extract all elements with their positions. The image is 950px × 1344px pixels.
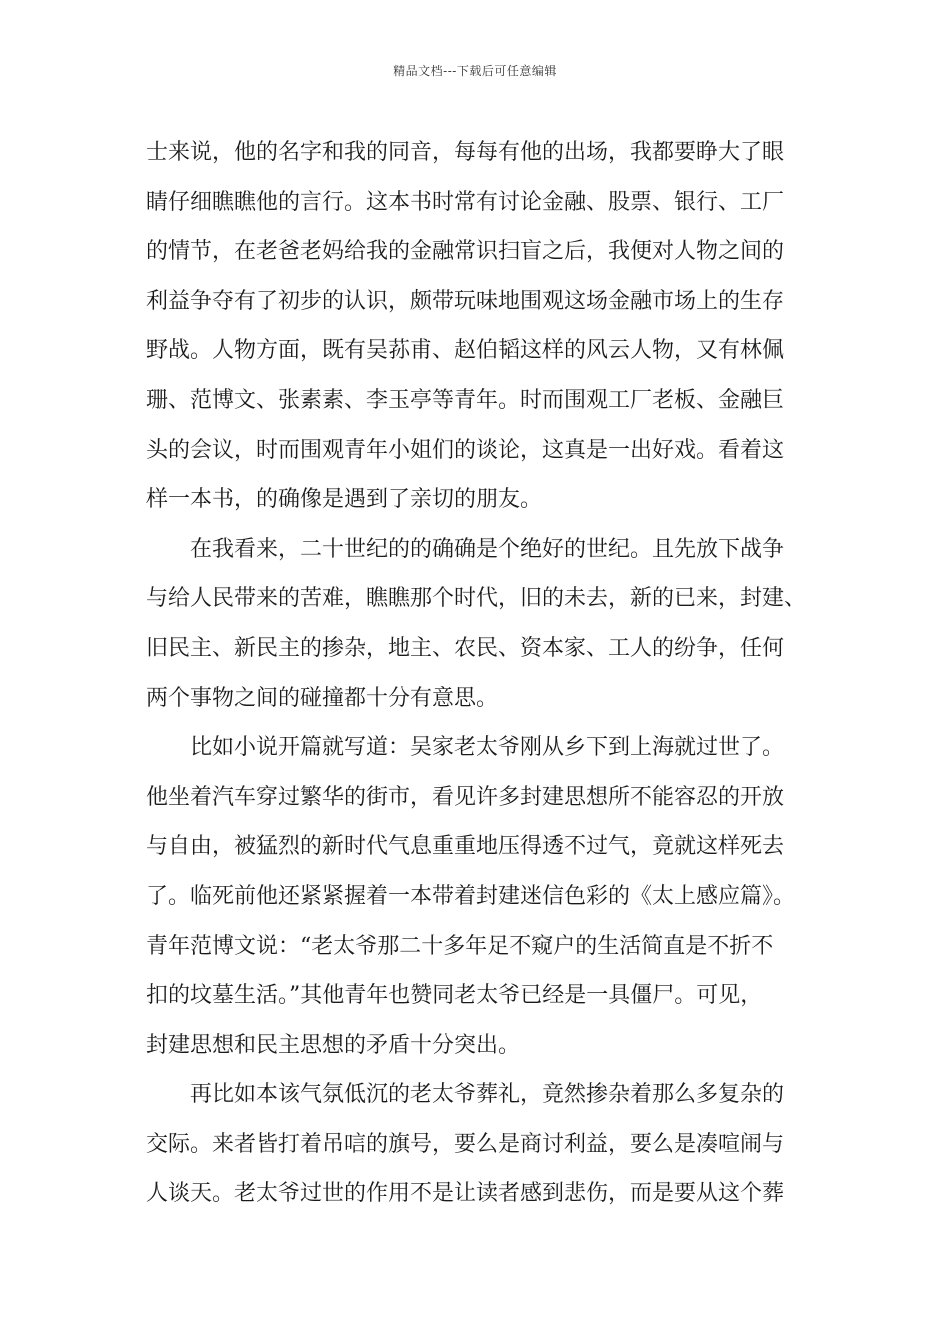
text-line: 野战。人物方面，既有吴荪甫、赵伯韬这样的风云人物，又有林佩 xyxy=(146,338,785,364)
text-line: 两个事物之间的碰撞都十分有意思。 xyxy=(146,685,499,711)
text-line: 与给人民带来的苦难，瞧瞧那个时代，旧的未去，新的已来，封建、 xyxy=(146,586,807,612)
paragraph-4 xyxy=(146,1070,814,1219)
text-line: 青年范博文说：“老太爷那二十多年足不窥户的生活简直是不折不 xyxy=(146,933,774,959)
text-line: 交际。来者皆打着吊唁的旗号，要么是商讨利益，要么是凑喧闹与 xyxy=(146,1131,785,1157)
text-line: 封建思想和民主思想的矛盾十分突出。 xyxy=(146,1032,521,1058)
text-line: 他坐着汽车穿过繁华的街市，看见许多封建思想所不能容忍的开放 xyxy=(146,784,785,810)
text-line: 了。临死前他还紧紧握着一本带着封建迷信色彩的《太上感应篇》。 xyxy=(146,883,796,909)
text-line: 士来说，他的名字和我的同音，每每有他的出场，我都要睁大了眼 xyxy=(146,140,785,165)
paragraph-3 xyxy=(146,723,814,1070)
text-line: 珊、范博文、张素素、李玉亭等青年。时而围观工厂老板、金融巨 xyxy=(146,387,785,413)
text-line: 的情节，在老爸老妈给我的金融常识扫盲之后，我便对人物之间的 xyxy=(146,239,785,265)
paragraph-1 xyxy=(146,128,814,525)
text-line: 再比如本该气氛低沉的老太爷葬礼，竟然掺杂着那么多复杂的 xyxy=(190,1082,785,1108)
text-line: 比如小说开篇就写道：吴家老太爷刚从乡下到上海就过世了。 xyxy=(190,735,785,761)
text-line: 在我看来，二十世纪的的确确是个绝好的世纪。且先放下战争 xyxy=(190,536,785,562)
document-body xyxy=(146,128,814,1219)
text-line: 利益争夺有了初步的认识，颇带玩味地围观这场金融市场上的生存 xyxy=(146,288,785,314)
text-line: 睛仔细瞧瞧他的言行。这本书时常有讨论金融、股票、银行、工厂 xyxy=(146,189,785,215)
text-line: 头的会议，时而围观青年小姐们的谈论，这真是一出好戏。看着这 xyxy=(146,437,785,463)
page-header: 精品文档---下载后可任意编辑 xyxy=(393,64,557,78)
text-line: 样一本书，的确像是遇到了亲切的朋友。 xyxy=(146,487,543,513)
paragraph-2 xyxy=(146,525,814,723)
text-line: 与自由，被猛烈的新时代气息重重地压得透不过气，竟就这样死去 xyxy=(146,834,785,860)
text-line: 扣的坟墓生活。”其他青年也赞同老太爷已经是一具僵尸。可见， xyxy=(146,983,763,1009)
text-line: 旧民主、新民主的掺杂，地主、农民、资本家、工人的纷争，任何 xyxy=(146,635,785,661)
text-line: 人谈天。老太爷过世的作用不是让读者感到悲伤，而是要从这个葬 xyxy=(146,1181,785,1207)
